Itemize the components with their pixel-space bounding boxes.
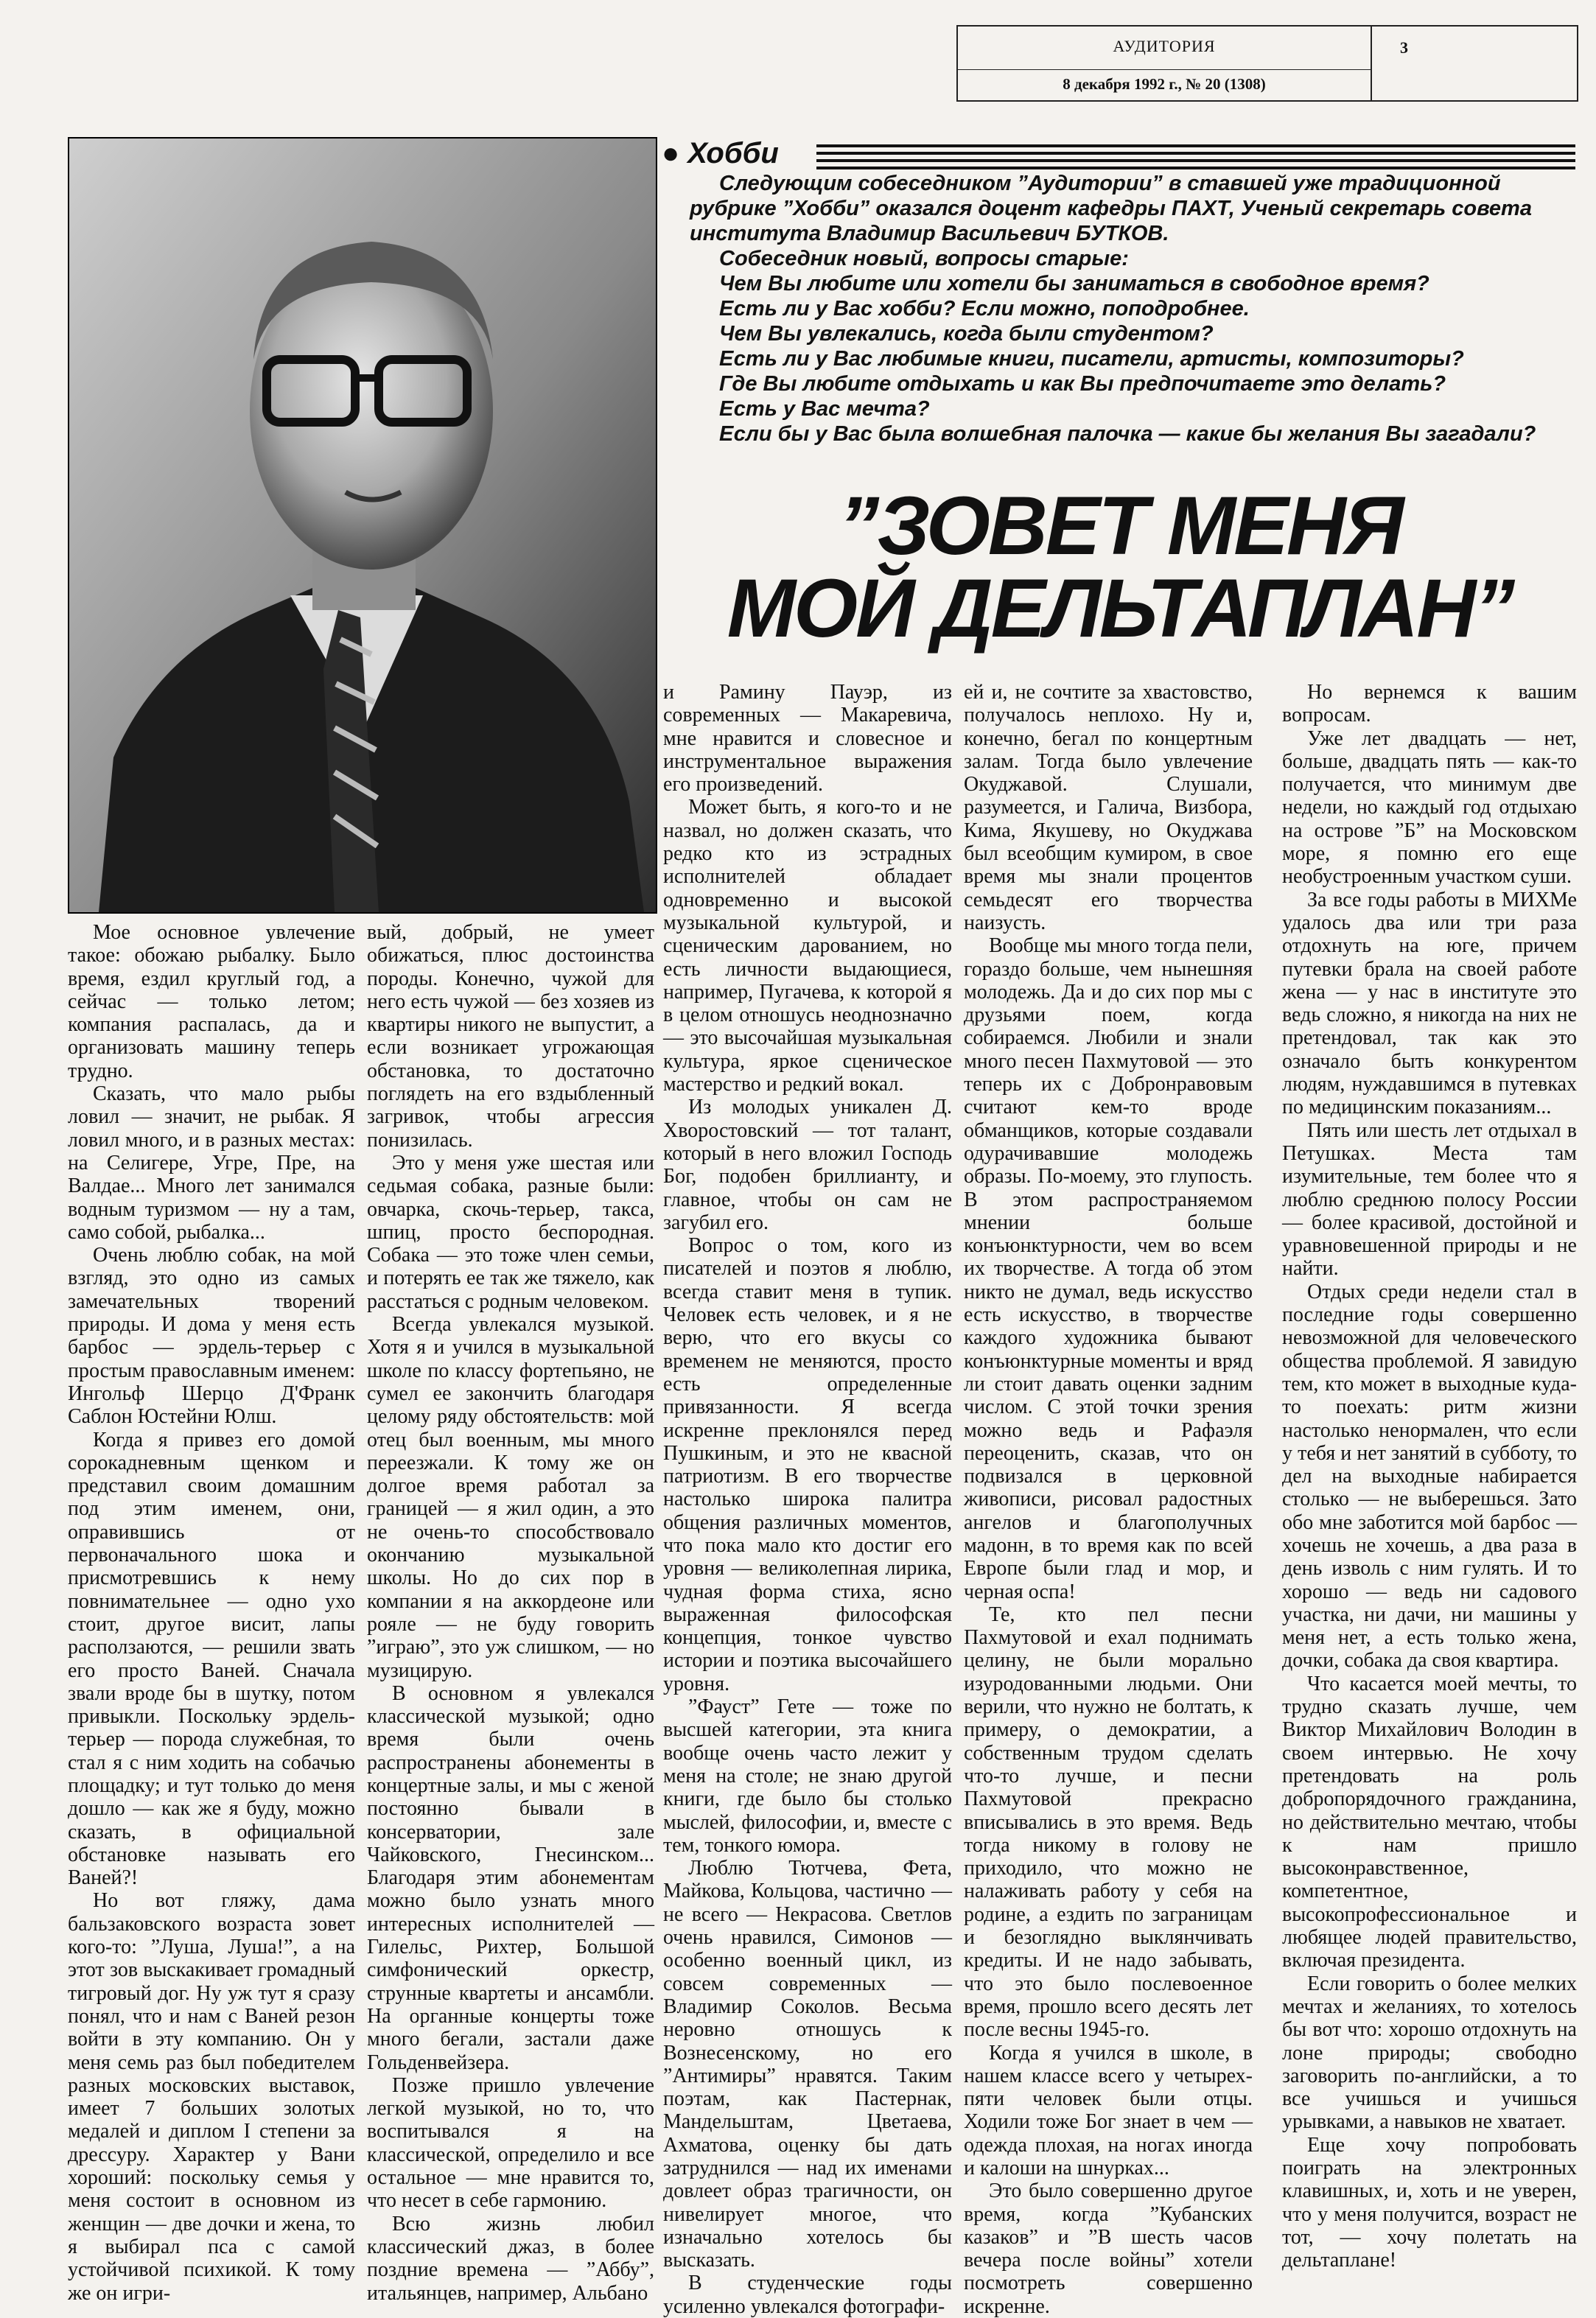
- intro-paragraph: Собеседник новый, вопросы старые:: [719, 247, 1129, 270]
- text-column: [663, 681, 952, 2318]
- article-paragraph: вый, добрый, не умеет обижаться, плюс достоинства породы. Конечно, чужой для него есть чужой — без хозяев из квартиры никого не выпустит, а если возникает угрожающая обстановка, то достаточно поглядеть на его вздыбленный загривок, чтобы агрессия понизилась.: [367, 921, 654, 1152]
- article-paragraph: Может быть, я кого-то и не назвал, но должен сказать, что редко кто из эстрадных исполнителей обладает одновременно и высокой музыкальной культурой, и сценическим дарованием, но есть личности выдающиеся, например, Пугачева, к которой я в целом отношусь неоднозначно — это высочайшая музыкальная культура, яркое сценическое мастерство и редкий вокал.: [663, 796, 952, 1096]
- intro-question: Есть у Вас мечта?: [719, 397, 930, 421]
- article-paragraph: Отдых среди недели стал в последние годы совершенно невозможной для человеческого общества проблемой. Я завидую тем, кто может в выходные куда-то поехать: ритм жизни настолько ненормален, что если у тебя и нет занятий в субботу, то дел на выходные набирается столько — не выберешься. Зато обо мне заботится мой барбос — хочешь не хочешь, а два раза в день изволь с ним гулять. И то хорошо — ведь ни садового участка, ни дачи, ни машины у меня нет, а есть только жена, дочки, собака да своя квартира.: [1282, 1280, 1577, 1673]
- article-paragraph: Всю жизнь любил классический джаз, в более поздние времена — ”Аббу”, итальянцев, например, Альбано: [367, 2212, 654, 2305]
- article-paragraph: Вообще мы много тогда пели, гораздо больше, чем нынешняя молодежь. Да и до сих пор мы с друзьями поем, когда собираемся. Любили и знали много песен Пахмутовой — это теперь их с Добронравовым считают кем-то вроде обманщиков, которые создавали одурачивавшие молодежь образы. По-моему, это глупость. В этом распространяемом мнении больше конъюнктурности, чем во всем их творчестве. А тогда об этом никто не думал, ведь искусство есть искусство, в творчестве каждого художника бывают конъюнктурные моменты и вряд ли стоит давать оценки задним числом. С этой точки зрения можно ведь и Рафаэля переоценить, сказав, что он подвизался в церковной живописи, рисовал радостных ангелов и благополучных мадонн, в то время как по всей Европе были глад и мор, и черная оспа!: [964, 934, 1253, 1603]
- article-paragraph: Очень люблю собак, на мой взгляд, это одно из самых замечательных творений природы. И дома у меня есть барбос — эрдель-терьер с простым православным именем: Ингольф Шерцо Д'Франк Саблон Юстейни Юлш.: [68, 1244, 355, 1429]
- article-paragraph: Но вот гляжу, дама бальзаковского возраста зовет кого-то: ”Луша, Луша!”, а на этот зов выскакивает громадный тигровый дог. Ну уж тут я сразу понял, что и нам с Ваней резон войти в эту компанию. Он у меня семь раз был победителем разных московских выставок, имеет 7 больших золотых медалей и диплом I степени за дрессуру. Характер у Вани хороший: поскольку семья у меня состоит в основном из женщин — две дочки и жена, то я выбирал пса с самой устойчивой психикой. К тому же он игри-: [68, 1889, 355, 2305]
- masthead-divider: [1371, 27, 1372, 100]
- article-paragraph: Люблю Тютчева, Фета, Майкова, Кольцова, частично — не всего — Некрасова. Светлов очень нравился, Симонов — особенно военный цикл, из совсем современных — Владимир Соколов. Весьма неровно отношусь к Вознесенскому, но его ”Антимиры” нравятся. Таким поэтам, как Пастернак, Мандельштам, Цветаева, Ахматова, оценку бы дать затруднился — над их именами довлеет образ трагичности, он нивелирует многое, что изначально хотелось бы высказать.: [663, 1857, 952, 2272]
- rubric-rule: [816, 159, 1575, 162]
- rubric-label: ● Хобби: [662, 137, 779, 169]
- article-paragraph: Вопрос о том, кого из писателей и поэтов я люблю, всегда ставит меня в тупик. Человек есть человек, и я не верю, что его вкусы со временем не меняются, просто есть определенные привязанности. Я всегда искренне преклонялся перед Пушкиным, и это не квасной патриотизм. В его творчестве настолько широка палитра общения различных моментов, что пока мало кто достиг его уровня — великолепная лирика, чудная форма стиха, ясно выраженная философская концепция, тонкое чувство истории и поэтика высочайшего уровня.: [663, 1234, 952, 1695]
- article-headline: [663, 480, 1577, 654]
- text-column: [964, 681, 1253, 2318]
- article-paragraph: Что касается моей мечты, то трудно сказать лучше, чем Виктор Михайлович Володин в своем интервью. Не хочу претендовать на роль добропорядочного гражданина, но действительно мечтаю, чтобы к нам пришло высоконравственное, компетентное, высокопрофессиональное и любящее людей правительство, включая президента.: [1282, 1672, 1577, 1972]
- article-paragraph: Это у меня уже шестая или седьмая собака, разные были: овчарка, скочь-терьер, такса, шпиц, просто беспородная. Собака — это тоже член семьи, и потерять ее так же тяжело, как расстаться с родным человеком.: [367, 1151, 654, 1313]
- text-column: [1282, 681, 1577, 2272]
- headline-line: ”ЗОВЕТ МЕНЯ: [838, 480, 1402, 572]
- article-paragraph: Те, кто пел песни Пахмутовой и ехал поднимать целину, не были морально изуродованными людьми. Они верили, что нужно не болтать, к примеру, о демократии, а собственным трудом сделать что-то лучше, и песни Пахмутовой прекрасно вписывались в это время. Ведь тогда никому в голову не приходило, что можно не налаживать работу у себя на родине, а ездить по заграницам и безоглядно выклянчивать кредиты. И не надо забывать, что это было послевоенное время, прошло всего десять лет после весны 1945-го.: [964, 1603, 1253, 2042]
- intro-question: Чем Вы любите или хотели бы заниматься в свободное время?: [719, 272, 1429, 295]
- article-paragraph: Но вернемся к вашим вопросам.: [1282, 681, 1577, 727]
- article-paragraph: В студенческие годы усиленно увлекался фотографи-: [663, 2272, 952, 2318]
- article-paragraph: Когда я учился в школе, в нашем классе всего у четырех-пяти человек были отцы. Ходили тоже Бог знает в чем — одежда плохая, на ногах иногда и калоши на шнурках...: [964, 2041, 1253, 2179]
- intro-question: Есть ли у Вас хобби? Если можно, поподробнее.: [719, 297, 1250, 321]
- intro-paragraph: Следующим собеседником ”Аудитории” в ставшей уже традиционной рубрике ”Хобби” оказался доцент кафедры ПАХТ, Ученый секретарь совета института Владимир Васильевич БУТКОВ.: [690, 172, 1532, 245]
- text-column: [367, 921, 654, 2305]
- article-paragraph: и Рамину Пауэр, из современных — Макаревича, мне нравится и словесное и инструментальное выражения его произведений.: [663, 681, 952, 796]
- intro-block: [690, 171, 1574, 447]
- intro-question: Где Вы любите отдыхать и как Вы предпочитаете это делать?: [719, 372, 1446, 396]
- rubric-rule: [816, 152, 1575, 155]
- article-paragraph: Мое основное увлечение такое: обожаю рыбалку. Было время, ездил круглый год, а сейчас — только летом; компания распалась, да и организовать машину теперь трудно.: [68, 921, 355, 1082]
- headline-line: МОЙ ДЕЛЬТАПЛАН”: [727, 562, 1513, 654]
- article-paragraph: Когда я привез его домой сорокадневным щенком и представил своим домашним под этим именем, они, оправившись от первоначального шока и присмотревшись к нему повнимательнее — одно ухо стоит, другое висит, лапы расползаются, — решили звать его просто Ваней. Сначала звали вроде бы в шутку, потом привыкли. Поскольку эрдель-терьер — порода служебная, то стал я с ним ходить на собачью площадку; и тут только до меня дошло — как же я буду, можно сказать, в официальной обстановке называть его Ваней?!: [68, 1428, 355, 1890]
- article-paragraph: Сказать, что мало рыбы ловил — значит, не рыбак. Я ловил много, и в разных местах: на Селигере, Угре, Пре, на Валдае... Много лет занимался водным туризмом — ну а там, само собой, рыбалка...: [68, 1082, 355, 1244]
- article-paragraph: ”Фауст” Гете — тоже по высшей категории, эта книга вообще очень часто лежит у меня на столе; не знаю другой книги, где было бы столько мыслей, философии, и, вместе с тем, тонкого юмора.: [663, 1695, 952, 1857]
- article-paragraph: Уже лет двадцать — нет, больше, двадцать пять — как-то получается, что минимум две недели, но каждый год отдыхаю на острове ”Б” на Московском море, я помню его еще необустроенным участком суши.: [1282, 726, 1577, 889]
- article-paragraph: Это было совершенно другое время, когда ”Кубанских казаков” и ”В шесть часов вечера после войны” хотели посмотреть совершенно искренне.: [964, 2179, 1253, 2318]
- article-paragraph: Если говорить о более мелких мечтах и желаниях, то хотелось бы вот что: хорошо отдохнуть на лоне природы; свободно заговорить по-английски, а то все учишься и учишься урывками, а навыков не хватает.: [1282, 1972, 1577, 2134]
- article-paragraph: В основном я увлекался классической музыкой; одно время были очень распространены абонементы в концертные залы, и мы с женой постоянно бывали в консерватории, зале Чайковского, Гнесинском... Благодаря этим абонементам можно было узнать много интересных исполнителей — Гилельс, Рихтер, Большой симфонический оркестр, струнные квартеты и ансамбли. На органные концерты тоже много бегали, застали даже Гольденвейзера.: [367, 1681, 654, 2074]
- intro-question: Если бы у Вас была волшебная палочка — какие бы желания Вы загадали?: [719, 422, 1536, 446]
- rubric-heading: [662, 137, 1575, 171]
- portrait-photo: [68, 137, 657, 914]
- intro-question: Есть ли у Вас любимые книги, писатели, артисты, композиторы?: [719, 347, 1464, 371]
- masthead-rule: [958, 69, 1371, 70]
- rubric-rule: [816, 144, 1575, 147]
- issue-date: 8 декабря 1992 г., № 20 (1308): [1063, 75, 1266, 93]
- article-paragraph: Всегда увлекался музыкой. Хотя я и учился в музыкальной школе по классу фортепьяно, не сумел ее закончить благодаря целому ряду обстоятельств: мой отец был военным, мы много переезжали. К тому же он долгое время работал за границей — я жил один, а это не очень-то способствовало окончанию музыкальной школы. Но до сих пор в компании я на аккордеоне или рояле — не буду говорить ”играю”, это уж слишком, — но музицирую.: [367, 1313, 654, 1682]
- masthead-box: [956, 25, 1578, 102]
- publication-name: АУДИТОРИЯ: [1113, 37, 1216, 55]
- article-paragraph: Из молодых уникален Д. Хворостовский — тот талант, который в него вложил Господь Бог, подобен бриллианту, и главное, чтобы он сам не загубил его.: [663, 1096, 952, 1234]
- article-paragraph: ей и, не сочтите за хвастовство, получалось неплохо. Ну и, конечно, бегал по концертным залам. Тогда было увлечение Окуджавой. Слушали, разумеется, и Галича, Визбора, Кима, Якушеву, но Окуджава был всеобщим кумиром, в свое время мы знали процентов семьдесят его творчества наизусть.: [964, 681, 1253, 934]
- intro-question: Чем Вы увлекались, когда были студентом?: [719, 322, 1214, 346]
- page-number: 3: [1400, 38, 1408, 57]
- article-paragraph: Пять или шесть лет отдыхал в Петушках. Места там изумительные, тем более что я люблю среднюю полосу России — более красивой, достойной и уравновешенной природы и не найти.: [1282, 1118, 1577, 1281]
- article-paragraph: Позже пришло увлечение легкой музыкой, но то, что воспитывался я на классической, определило и все остальное — мне нравится то, что несет в себе гармонию.: [367, 2073, 654, 2213]
- rubric-rule: [816, 167, 1575, 169]
- text-column: [68, 921, 355, 2305]
- article-paragraph: За все годы работы в МИХМе удалось два или три раза отдохнуть на юге, причем путевки брала на своей работе жена — у нас в институте это ведь сложно, я никогда на них не претендовал, так как это означало быть конкурентом людям, нуждавшимся в путевках по медицинским показаниям...: [1282, 888, 1577, 1119]
- article-paragraph: Еще хочу попробовать поиграть на электронных клавишных, и, хоть и не уверен, что у меня получится, возраст не тот, — хочу полетать на дельтаплане!: [1282, 2133, 1577, 2272]
